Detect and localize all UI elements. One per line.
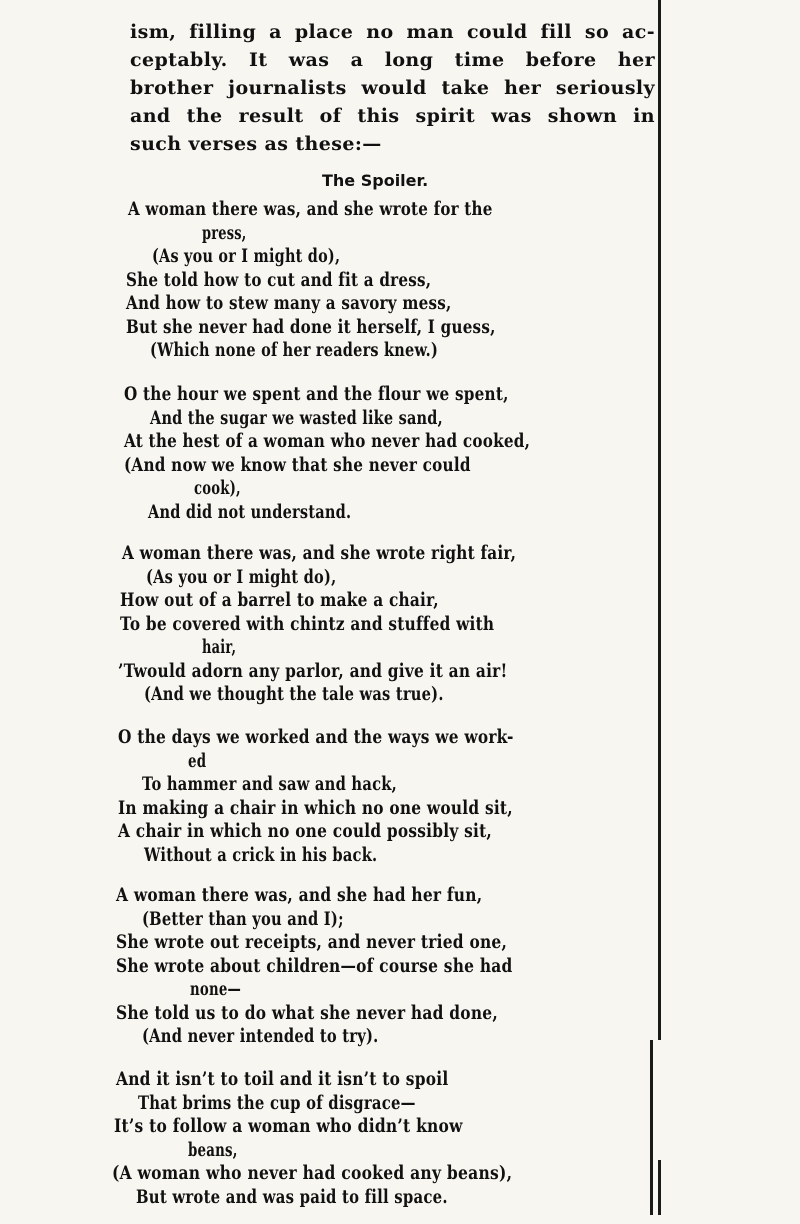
poem-line: hair, xyxy=(202,636,237,658)
poem-line: How out of a barrel to make a chair, xyxy=(120,589,439,611)
poem-line: (Better than you and I); xyxy=(142,907,344,930)
poem-line: At the hest of a woman who never had cooked, xyxy=(124,430,531,452)
poem-line: She wrote about children—of course she had xyxy=(116,954,513,977)
poem-stanza xyxy=(0,542,660,707)
poem-line: To hammer and saw and hack, xyxy=(142,773,398,795)
poem-line: And the sugar we wasted like sand, xyxy=(150,406,443,429)
poem-stanza xyxy=(0,1068,660,1209)
poem-line: She wrote out receipts, and never tried one, xyxy=(116,931,508,953)
poem-line: It’s to follow a woman who didn’t know xyxy=(114,1115,463,1137)
intro-line: such verses as these:— xyxy=(130,133,382,155)
poem-line: She told us to do what she never had done, xyxy=(116,1001,498,1024)
poem-line: (Which none of her readers knew.) xyxy=(150,339,439,361)
poem-line: O the hour we spent and the flour we spent, xyxy=(124,383,509,405)
intro-paragraph xyxy=(130,18,655,158)
poem-line: And did not understand. xyxy=(148,500,352,523)
poem-line: To be covered with chintz and stuffed with xyxy=(120,612,495,635)
poem-line: A woman there was, and she had her fun, xyxy=(116,884,483,906)
poem-stanza xyxy=(0,383,660,524)
poem-line: In making a chair in which no one would sit, xyxy=(118,796,513,819)
poem-line: O the days we worked and the ways we work- xyxy=(118,726,514,748)
poem-line: (And now we know that she never could xyxy=(124,453,471,476)
poem-line: A woman there was, and she wrote for the xyxy=(128,198,493,220)
poem-line: She told how to cut and fit a dress, xyxy=(126,268,432,291)
poem-stanza xyxy=(0,198,660,363)
intro-line: ceptably. It was a long time before her xyxy=(130,49,655,71)
intro-line: brother journalists would take her seriously xyxy=(130,77,655,99)
poem-line: (And never intended to try). xyxy=(142,1025,379,1047)
poem-line: beans, xyxy=(188,1138,238,1161)
poem-line: Without a crick in his back. xyxy=(144,843,378,866)
poem-line: A chair in which no one could possibly sit, xyxy=(118,820,493,842)
poem-line: (As you or I might do), xyxy=(152,245,341,267)
poem-line: But she never had done it herself, I guess, xyxy=(126,315,496,338)
poem-line: cook), xyxy=(194,477,241,499)
poem-line: press, xyxy=(202,221,247,244)
poem-line: (A woman who never had cooked any beans), xyxy=(112,1162,513,1184)
poem-line: ed xyxy=(188,749,207,772)
poem-line: But wrote and was paid to fill space. xyxy=(136,1185,448,1208)
poem-line: That brims the cup of disgrace— xyxy=(138,1091,416,1114)
intro-line: ism, filling a place no man could fill so ac- xyxy=(130,21,655,43)
poem-line: (And we thought the tale was true). xyxy=(144,683,444,705)
poem-line: And how to stew many a savory mess, xyxy=(126,292,452,314)
poem-title: The Spoiler. xyxy=(322,171,429,190)
poem-line: A woman there was, and she wrote right fair, xyxy=(122,542,517,564)
poem-line: And it isn’t to toil and it isn’t to spoil xyxy=(116,1068,449,1090)
poem-stanza xyxy=(0,884,660,1049)
poem-line: ’Twould adorn any parlor, and give it an air! xyxy=(118,659,508,682)
poem-line: none— xyxy=(190,978,242,1000)
poem-line: (As you or I might do), xyxy=(146,565,337,588)
poem-stanza xyxy=(0,726,660,867)
intro-line: and the result of this spirit was shown in xyxy=(130,105,655,127)
